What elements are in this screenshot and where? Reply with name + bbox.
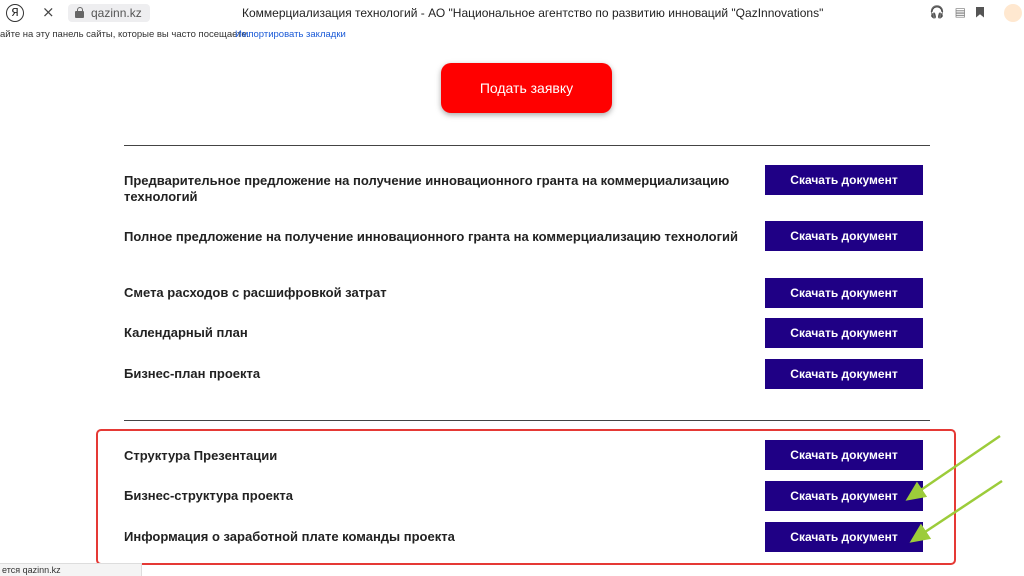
bookmarks-hint: айте на эту панель сайты, которые вы часто посещаете.	[0, 29, 250, 40]
bookmark-icon[interactable]	[976, 7, 984, 18]
bookmarks-bar	[0, 27, 1024, 44]
close-icon[interactable]: ×	[42, 3, 55, 21]
document-title: Бизнес-план проекта	[124, 366, 261, 381]
download-document-button[interactable]: Скачать документ	[765, 440, 923, 470]
address-domain[interactable]: qazinn.kz	[91, 6, 142, 20]
download-document-button[interactable]: Скачать документ	[765, 481, 923, 511]
divider	[124, 420, 930, 421]
import-bookmarks-link[interactable]: Импортировать закладки	[235, 29, 346, 40]
document-title: Предварительное предложение на получение инновационного гранта на коммерциализацию технологий	[124, 173, 730, 204]
document-title: Структура Презентации	[124, 448, 278, 463]
yandex-logo-icon[interactable]: Я	[6, 4, 24, 22]
submit-application-button[interactable]: Подать заявку	[441, 63, 612, 113]
document-title: Смета расходов с расшифровкой затрат	[124, 285, 387, 300]
download-document-button[interactable]: Скачать документ	[765, 278, 923, 308]
document-title: Полное предложение на получение инновационного гранта на коммерциализацию технологий	[124, 229, 739, 244]
divider	[124, 145, 930, 146]
document-title: Информация о заработной плате команды проекта	[124, 529, 455, 544]
browser-toolbar	[0, 0, 1024, 27]
lock-icon[interactable]	[75, 7, 84, 18]
reader-mode-icon[interactable]: ▤	[954, 5, 966, 19]
extension-icon[interactable]	[1004, 4, 1022, 22]
status-bar: ется qazinn.kz	[0, 563, 142, 576]
download-document-button[interactable]: Скачать документ	[765, 221, 923, 251]
document-title: Бизнес-структура проекта	[124, 488, 293, 503]
download-document-button[interactable]: Скачать документ	[765, 522, 923, 552]
download-document-button[interactable]: Скачать документ	[765, 359, 923, 389]
page-title: Коммерциализация технологий - АО "Национальное агентство по развитию инноваций "QazInnovations"	[242, 6, 824, 20]
headphones-icon[interactable]: 🎧	[929, 5, 945, 19]
download-document-button[interactable]: Скачать документ	[765, 318, 923, 348]
download-document-button[interactable]: Скачать документ	[765, 165, 923, 195]
document-title: Календарный план	[124, 325, 248, 340]
